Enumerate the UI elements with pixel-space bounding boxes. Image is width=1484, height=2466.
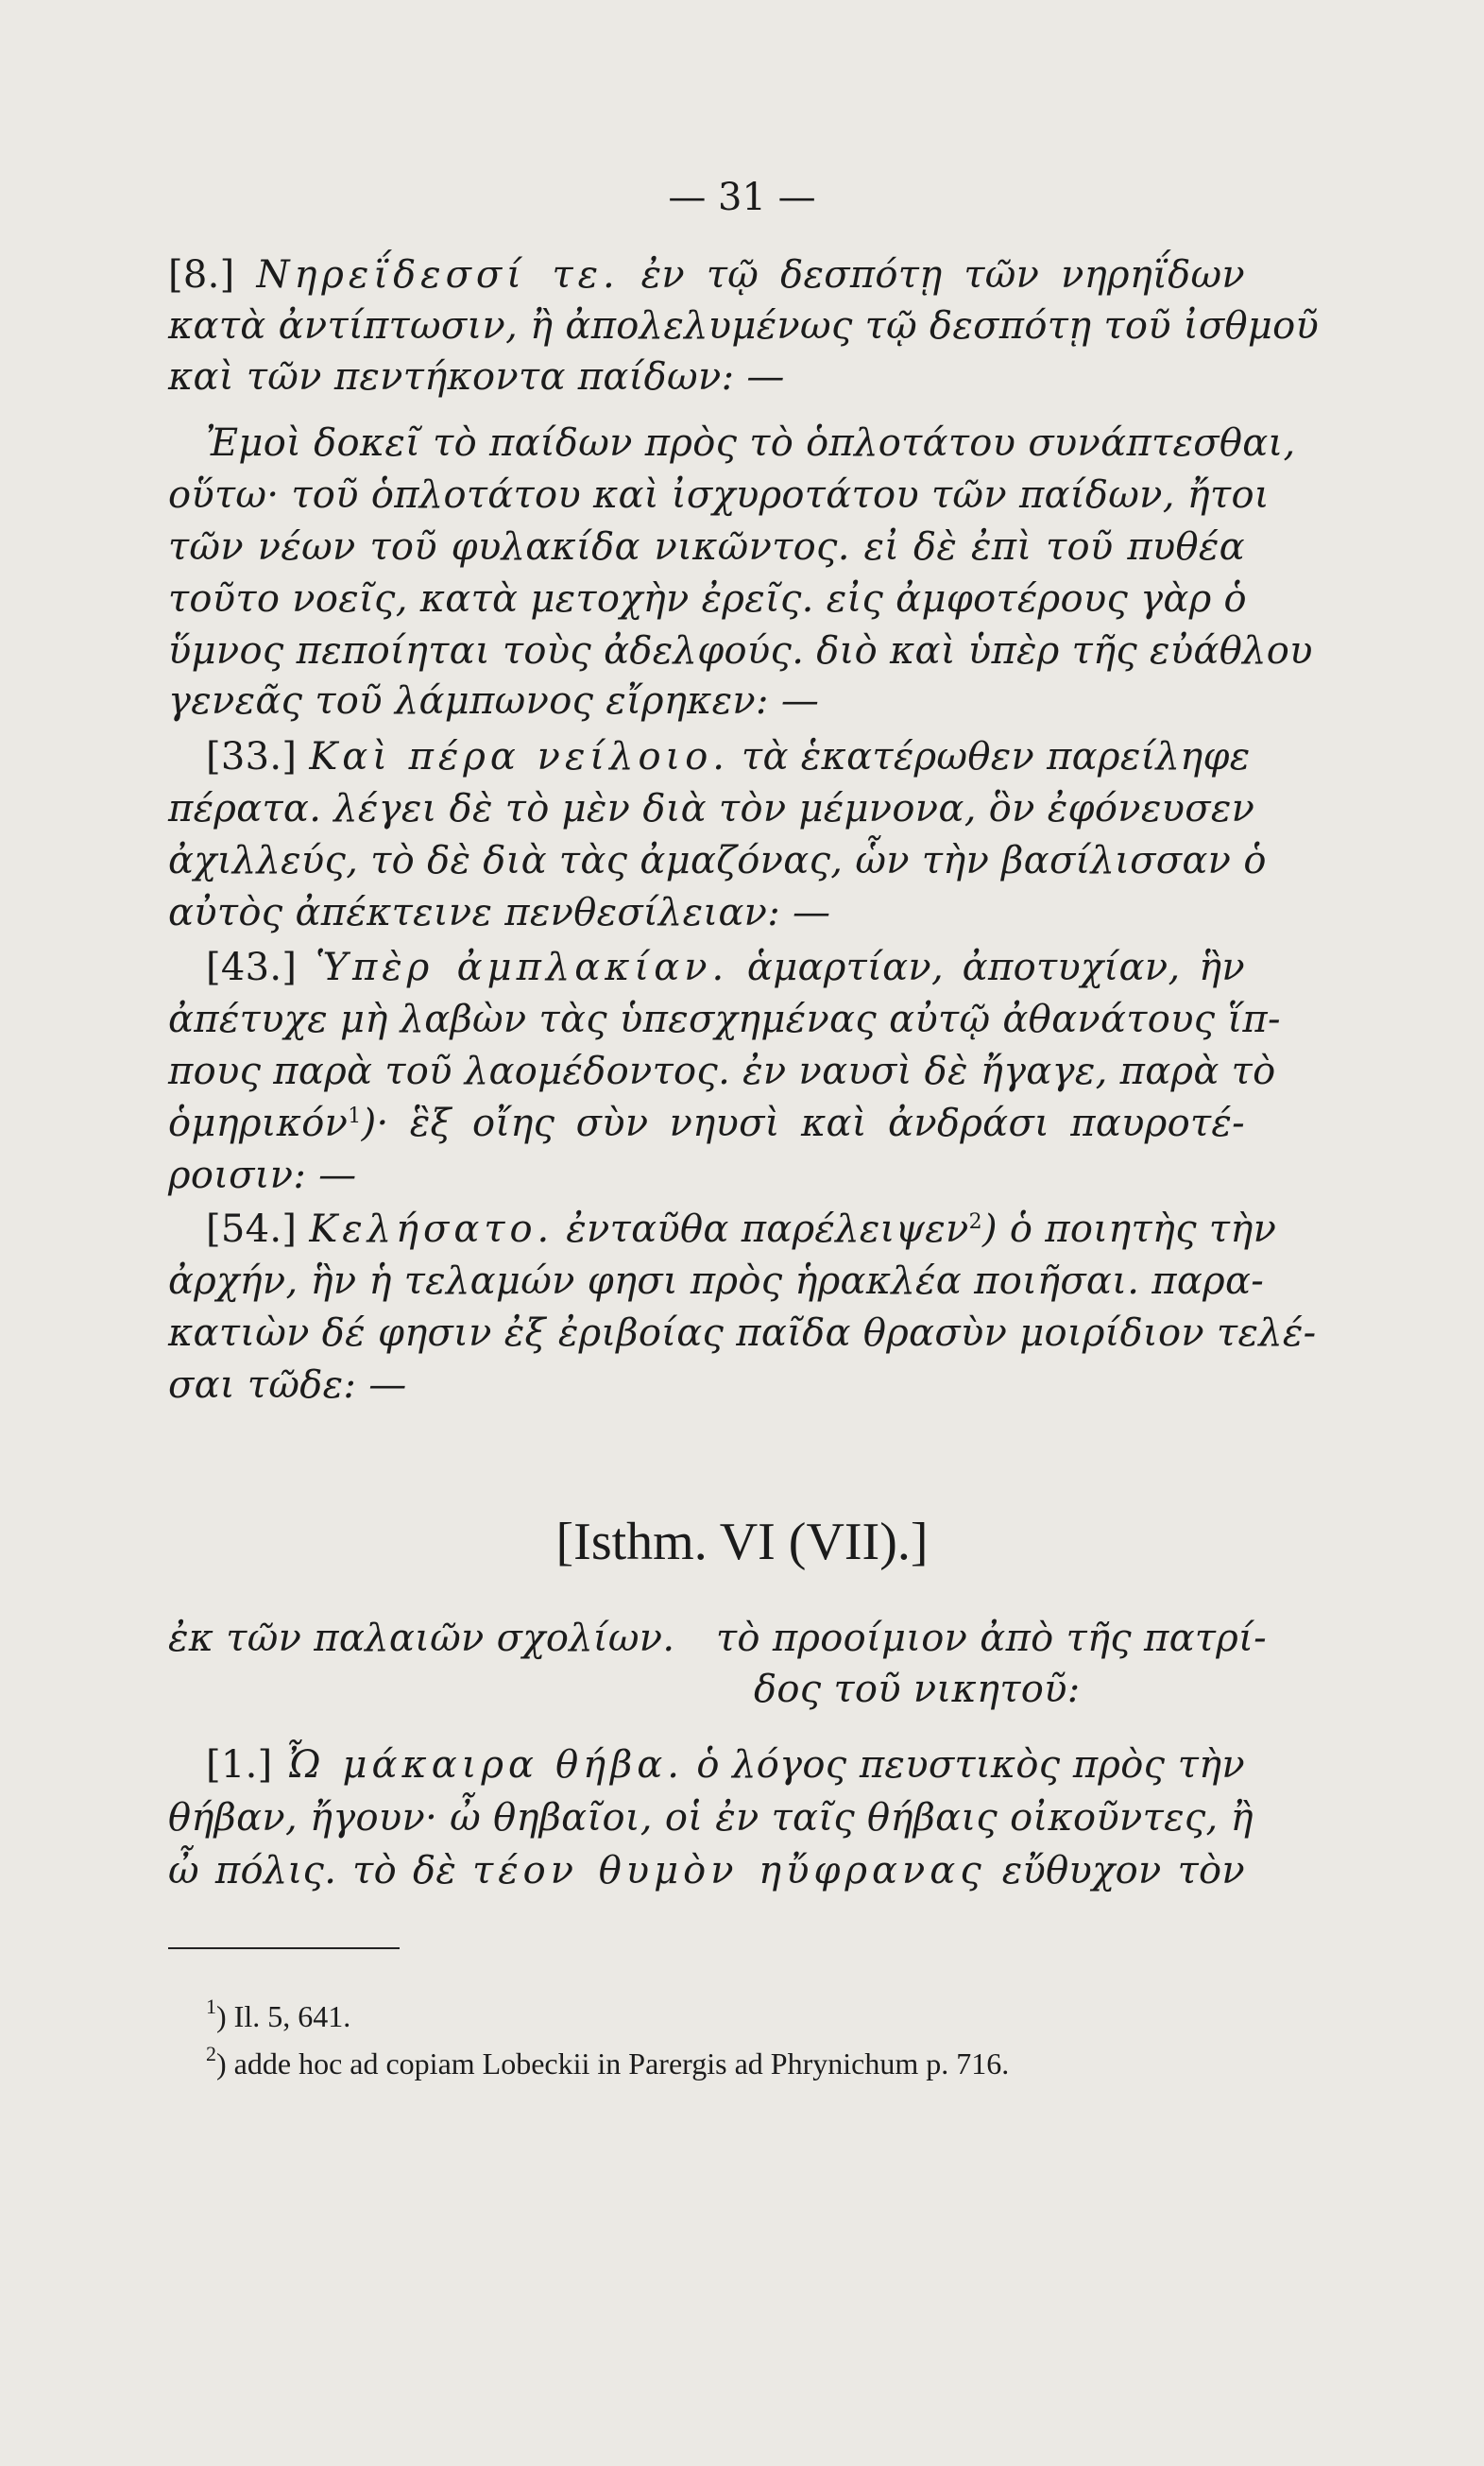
- footnote-mark: 2: [206, 2042, 216, 2065]
- text-line: [168, 250, 1245, 300]
- line-text: πέρατα. λέγει δὲ τὸ μὲν διὰ τὸν μέμνονα, ὃν ἐφόνευσεν: [168, 787, 1255, 831]
- line-text: τοῦτο νοεῖς, κατὰ μετοχὴν ἐρεῖς. εἰς ἀμφοτέρους γὰρ ὁ: [168, 577, 1247, 621]
- line-text: οὕτω· τοῦ ὁπλοτάτου καὶ ἰσχυροτάτου τῶν παίδων, ἤτοι: [168, 473, 1270, 517]
- text-line: [168, 522, 1245, 572]
- line-text: γενεᾶς τοῦ λάμπωνος εἴρηκεν: —: [168, 679, 820, 723]
- line-text: σαι τῶδε: —: [168, 1363, 407, 1407]
- text-line: [168, 1099, 1245, 1148]
- footnote-text: ) Il. 5, 641.: [216, 1999, 351, 2033]
- text-line: [168, 888, 1245, 937]
- line-text: ἁμαρτίαν, ἀποτυχίαν, ἣν: [728, 946, 1246, 989]
- footnote-mark: 1: [348, 1105, 362, 1128]
- text-line: [168, 471, 1270, 520]
- line-text: ὁμηρικόν: [168, 1102, 349, 1145]
- text-line: [168, 1257, 1265, 1306]
- line-text: Ἐμοὶ δοκεῖ τὸ παίδων πρὸς τὸ ὁπλοτάτου συνάπτεσθαι,: [206, 421, 1296, 465]
- line-text: ὕμνος πεποίηται τοὺς ἀδελφούς. διὸ καὶ ὑπὲρ τῆς εὐάθλου: [168, 629, 1313, 673]
- footnote: [206, 2042, 1010, 2082]
- lemma: Καὶ πέρα νείλοιο.: [309, 735, 730, 779]
- text-line: [168, 676, 1245, 726]
- line-text: καὶ τῶν πεντήκοντα παίδων: —: [168, 355, 785, 399]
- line-text: αὐτὸς ἀπέκτεινε πενθεσίλειαν: —: [168, 891, 831, 934]
- line-text: ἐκ τῶν παλαιῶν σχολίων.: [168, 1617, 675, 1660]
- text-line: [206, 732, 1251, 781]
- line-text: τῶν νέων τοῦ φυλακίδα νικῶντος. εἰ δὲ ἐπὶ τοῦ πυθέα: [168, 525, 1245, 569]
- footnote-text: ) adde hoc ad copiam Lobeckii in Parergis ad Phrynichum p. 716.: [216, 2046, 1010, 2081]
- text-line: [168, 352, 1245, 402]
- lemma: Νηρεΐδεσσί τε.: [256, 253, 620, 297]
- line-text: κατιὼν δέ φησιν ἐξ ἐριβοίας παῖδα θρασὺν μοιρίδιον τελέ-: [168, 1311, 1317, 1355]
- line-text: ἐνταῦθα παρέλειψεν: [554, 1207, 969, 1251]
- line-text: ἀρχήν, ἣν ἡ τελαμών φησι πρὸς ἡρακλέα ποιῆσαι. παρα-: [168, 1259, 1265, 1303]
- text-line: [168, 1151, 1245, 1200]
- text-line: [716, 1614, 1267, 1663]
- lemma: τέον θυμὸν ηὔφρανας: [472, 1849, 986, 1892]
- text-line: [168, 1047, 1276, 1096]
- footnote-mark: 2: [968, 1210, 982, 1234]
- text-line: [168, 1309, 1317, 1358]
- line-text: εὔθυχον τὸν: [985, 1849, 1246, 1892]
- text-line: [168, 1846, 1245, 1895]
- text-line: [168, 836, 1267, 885]
- line-text: τὰ ἑκατέρωθεν παρείληφε: [729, 735, 1251, 779]
- text-line: [168, 784, 1255, 833]
- text-line: [206, 419, 1296, 468]
- text-line: [168, 995, 1281, 1044]
- text-line: [168, 626, 1313, 676]
- line-ref: [8.]: [168, 253, 257, 297]
- line-text: ροισιν: —: [168, 1154, 357, 1197]
- line-text: ἐν τῷ δεσπότῃ τῶν νηρηΐδων: [619, 253, 1246, 297]
- line-ref: [43.]: [206, 946, 316, 989]
- page-number: — 31 —: [668, 176, 816, 219]
- line-text: ἀπέτυχε μὴ λαβὼν τὰς ὑπεσχημένας αὐτῷ ἀθανάτους ἵπ-: [168, 998, 1281, 1041]
- footnote-rule: [168, 1947, 400, 1949]
- text-line: [168, 1361, 1245, 1410]
- footnote-mark: 1: [206, 1995, 216, 2018]
- line-text: δος τοῦ νικητοῦ:: [754, 1668, 1081, 1711]
- text-line: [206, 943, 1245, 992]
- line-text: θήβαν, ἤγουν· ὦ θηβαῖοι, οἱ ἐν ταῖς θήβαις οἰκοῦντες, ἢ: [168, 1796, 1254, 1840]
- line-text: τὸ προοίμιον ἀπὸ τῆς πατρί-: [716, 1617, 1267, 1660]
- lemma: Κελήσατο.: [309, 1207, 554, 1251]
- line-ref: [54.]: [206, 1207, 310, 1251]
- line-text: ) ὁ ποιητὴς τὴν: [981, 1207, 1277, 1251]
- line-text: )· ἓξ οἴης σὺν νηυσὶ καὶ ἀνδράσι παυροτέ-: [361, 1102, 1245, 1145]
- text-line: [168, 574, 1245, 624]
- lemma: Ὑπὲρ ἀμπλακίαν.: [315, 946, 729, 989]
- lemma: Ὦ μάκαιρα θήβα.: [284, 1743, 684, 1787]
- text-line: [754, 1665, 1484, 1714]
- line-text: ἀχιλλεύς, τὸ δὲ διὰ τὰς ἀμαζόνας, ὧν τὴν βασίλισσαν ὁ: [168, 839, 1267, 882]
- line-ref: [1.]: [206, 1743, 285, 1787]
- footnote: [206, 1997, 350, 2035]
- text-line: [168, 1793, 1254, 1842]
- line-text: πους παρὰ τοῦ λαομέδοντος. ἐν ναυσὶ δὲ ἤγαγε, παρὰ τὸ: [168, 1050, 1276, 1093]
- text-line: [168, 301, 1320, 351]
- text-line: [206, 1740, 1245, 1790]
- line-ref: [33.]: [206, 735, 310, 779]
- line-text: ὁ λόγος πευστικὸς πρὸς τὴν: [684, 1743, 1246, 1787]
- line-text: ὦ πόλις. τὸ δὲ: [168, 1849, 473, 1892]
- text-line: [206, 1205, 1277, 1254]
- line-text: κατὰ ἀντίπτωσιν, ἢ ἀπολελυμένως τῷ δεσπότῃ τοῦ ἰσθμοῦ: [168, 304, 1320, 348]
- section-heading: [Isthm. VI (VII).]: [555, 1513, 929, 1571]
